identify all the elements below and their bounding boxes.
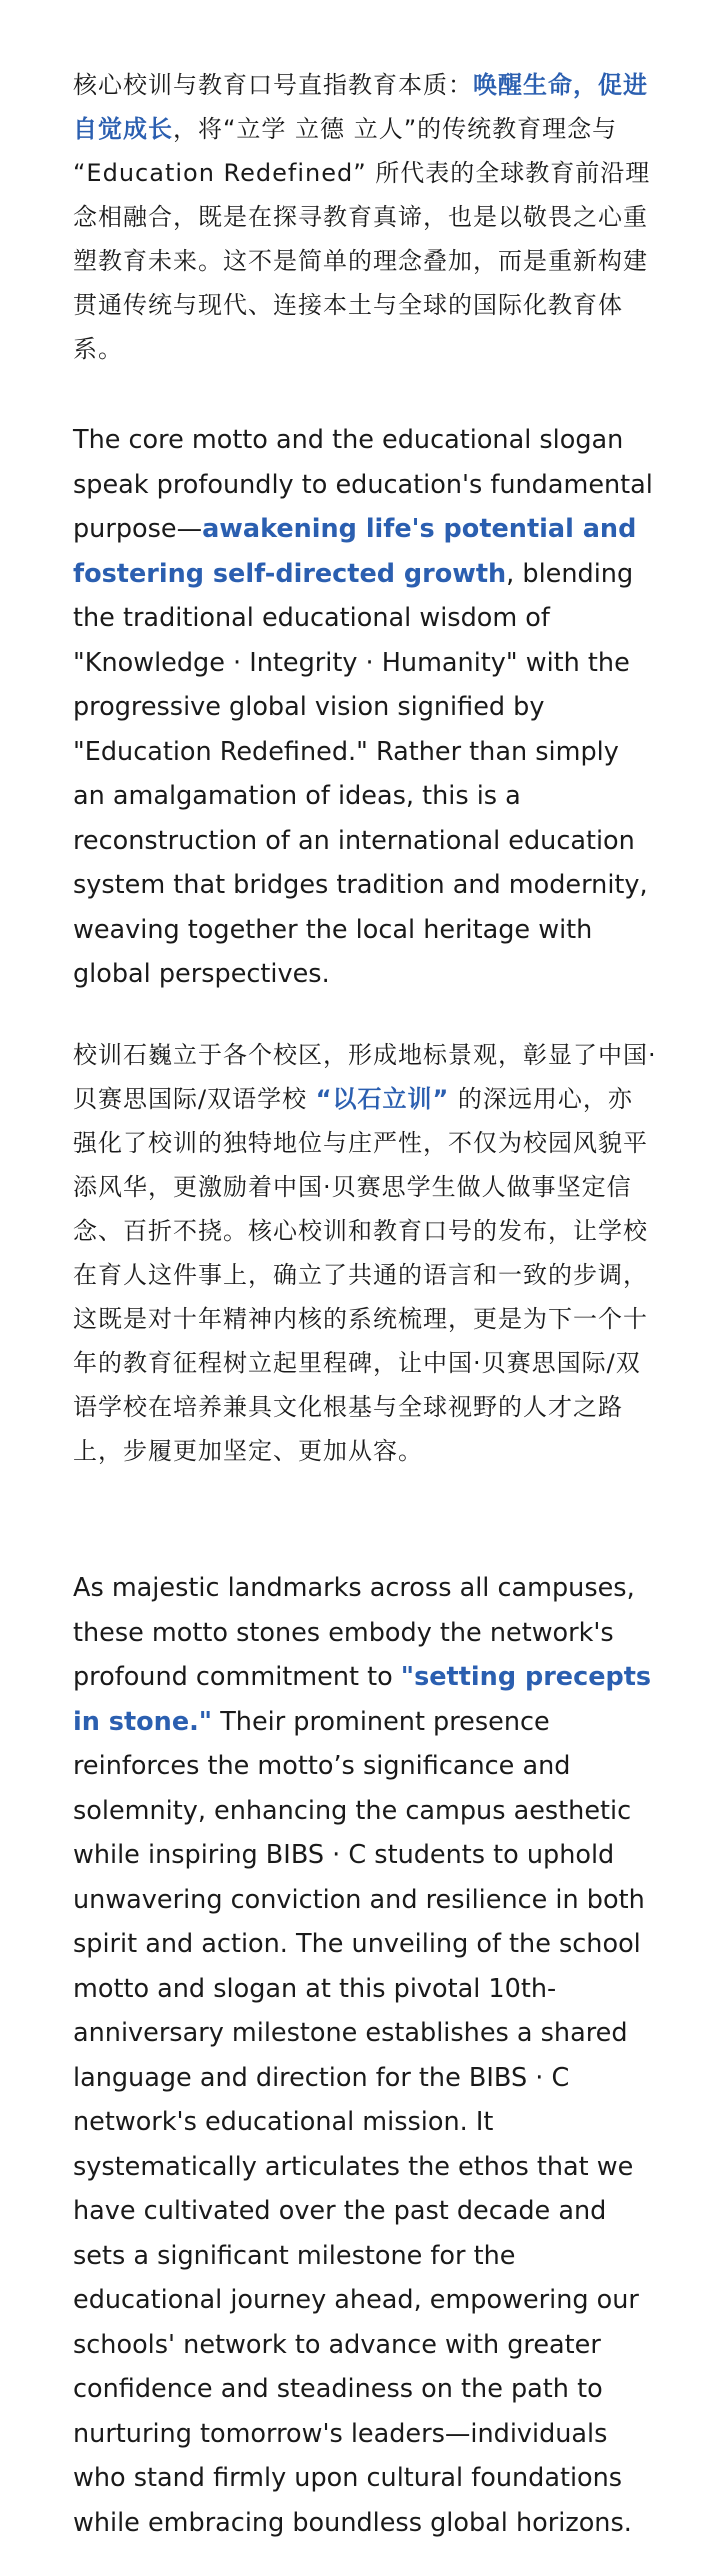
paragraph-text: The core motto and the educational slogan speak profoundly to education's fundamental purpose— (73, 425, 653, 544)
paragraph-text: Their prominent presence reinforces the motto’s significance and solemnity, enhancing the campus aesthetic while inspiring BIBS · C students to uphold unwavering conviction and resilience in both spirit and action. The unveiling of the school motto and slogan at this pivotal 10th-anniversary milestone establishes a shared language and direction for the BIBS · C network's educational mission. It systematically articulates the ethos that we have cultivated over the past decade and sets a significant milestone for the educational journey ahead, empowering our schools' network to advance with greater confidence and steadiness on the path to nurturing tomorrow's leaders—individuals who stand firmly upon cultural foundations while embracing boundless global horizons. (73, 1706, 645, 2538)
highlight-phrase: awakening life's potential and fostering self-directed growth (73, 514, 637, 589)
paragraph-text: 的深远用心，亦强化了校训的独特地位与庄严性，不仅为校园风貌平添风华，更激励着中国·贝赛思学生做人做事坚定信念、百折不挠。核心校训和教育口号的发布，让学校在育人这件事上，确立了共通的语言和一致的步调，这既是对十年精神内核的系统梳理，更是为下一个十年的教育征程树立起里程碑，让中国·贝赛思国际/双语学校在培养兼具文化根基与全球视野的人才之路上，步履更加坚定、更加从容。 (73, 1085, 648, 1465)
paragraph-text: 核心校训与教育口号直指教育本质： (73, 71, 473, 99)
highlight-phrase: 唤醒生命，促进自觉成长 (73, 71, 648, 143)
highlight-phrase: "setting precepts in stone." (73, 1662, 652, 1737)
paragraph-text: As majestic landmarks across all campuses, these motto stones embody the network's profound commitment to (73, 1573, 635, 1692)
paragraph-en-stones (73, 1566, 657, 2545)
paragraph-text: ，将“立学 立德 立人”的传统教育理念与 “Education Redefined” 所代表的全球教育前沿理念相融合，既是在探寻教育真谛，也是以敬畏之心重塑教育未来。这不是简单的理念叠加，而是重新构建贯通传统与现代、连接本土与全球的国际化教育体系。 (73, 115, 651, 363)
paragraph-text: , blending the traditional educational wisdom of "Knowledge · Integrity · Humanity" with the progressive global vision signified by "Education Redefined." Rather than simply an amalgamation of ideas, this is a reconstruction of an international education system that bridges tradition and modernity, weaving together the local heritage with global perspectives. (73, 558, 648, 989)
paragraph-zh-motto (73, 63, 657, 371)
paragraph-text: 校训石巍立于各个校区，形成地标景观，彰显了中国·贝赛思国际/双语学校 (73, 1041, 657, 1113)
paragraph-en-motto (73, 418, 657, 997)
highlight-phrase: “以石立训” (315, 1085, 450, 1113)
paragraph-zh-stones (73, 1033, 657, 1473)
